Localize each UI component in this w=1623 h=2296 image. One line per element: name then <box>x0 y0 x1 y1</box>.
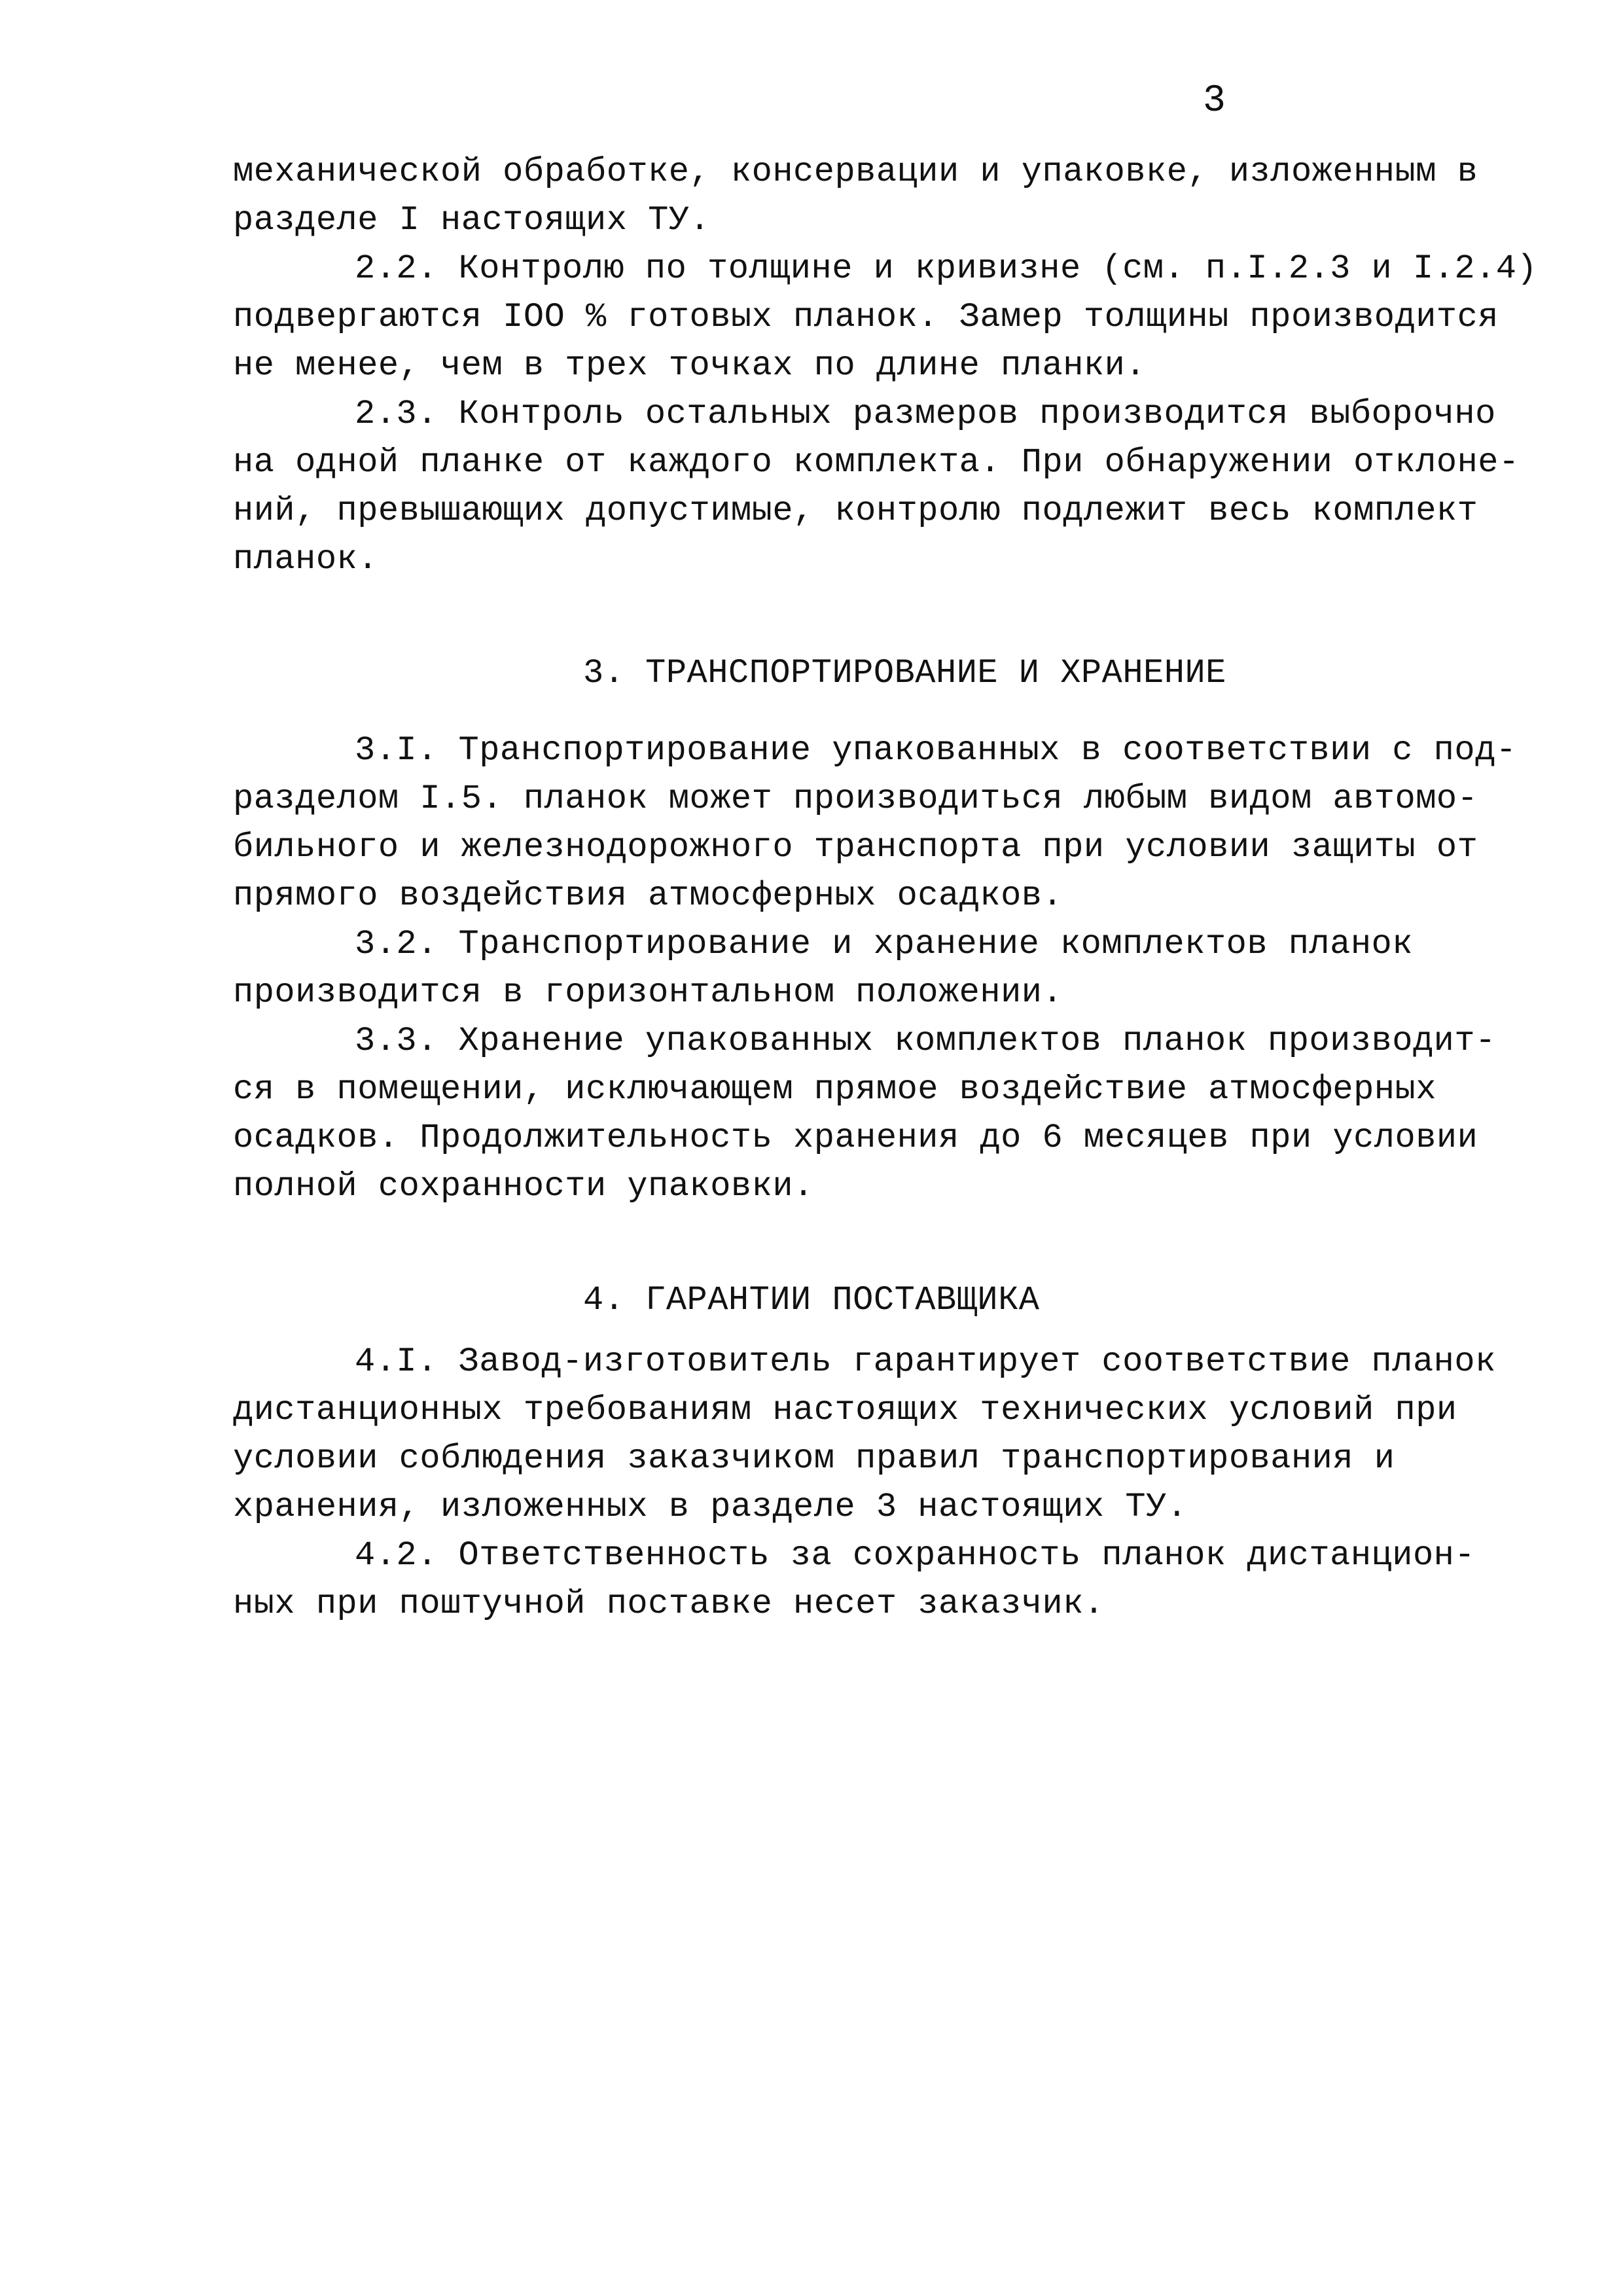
section-4 <box>233 1276 1496 1628</box>
text-line: условии соблюдения заказчиком правил транспортирования и <box>233 1439 1395 1478</box>
page-number: 3 <box>1203 80 1226 122</box>
text-line: полной сохранности упаковки. <box>233 1167 814 1206</box>
text-line: хранения, изложенных в разделе 3 настоящих ТУ. <box>233 1488 1188 1526</box>
text-line: механической обработке, консервации и упаковке, изложенным в <box>233 152 1478 191</box>
paragraph-2-2-start: 2.2. Контролю по толщине и кривизне (см. п.I.2.3 и I.2.4) <box>355 249 1538 288</box>
paragraph-3-2-start: 3.2. Транспортирование и хранение комплектов планок <box>355 925 1413 963</box>
paragraph-4-2-start: 4.2. Ответственность за сохранность планок дистанцион- <box>355 1536 1476 1575</box>
paragraph-3-3-start: 3.3. Хранение упакованных комплектов планок производит- <box>355 1022 1496 1060</box>
text-line: не менее, чем в трех точках по длине планки. <box>233 346 1147 385</box>
paragraph-2-3-start: 2.3. Контроль остальных размеров производится выборочно <box>355 395 1496 433</box>
section-3 <box>233 649 1517 1211</box>
text-line: дистанционных требованиям настоящих технических условий при <box>233 1391 1457 1429</box>
text-line: ся в помещении, исключающем прямое воздействие атмосферных <box>233 1070 1436 1109</box>
text-line: бильного и железнодорожного транспорта при условии защиты от <box>233 828 1478 867</box>
text-line: планок. <box>233 540 378 579</box>
text-line: прямого воздействия атмосферных осадков. <box>233 876 1063 915</box>
paragraph-3-1-start: 3.I. Транспортирование упакованных в соответствии с под- <box>355 731 1517 770</box>
section-2-continuation <box>233 148 1538 584</box>
paragraph-4-1-start: 4.I. Завод-изготовитель гарантирует соответствие планок <box>355 1342 1496 1381</box>
text-line: на одной планке от каждого комплекта. При обнаружении отклоне- <box>233 443 1520 482</box>
text-line: ных при поштучной поставке несет заказчик. <box>233 1585 1105 1623</box>
text-line: подвергаются IOO % готовых планок. Замер толщины производится <box>233 298 1499 336</box>
section-3-heading: 3. ТРАНСПОРТИРОВАНИЕ И ХРАНЕНИЕ <box>583 654 1226 692</box>
text-line: разделом I.5. планок может производиться любым видом автомо- <box>233 780 1478 818</box>
text-line: осадков. Продолжительность хранения до 6 месяцев при условии <box>233 1119 1478 1157</box>
document-body <box>233 148 1538 1628</box>
text-line: разделе I настоящих ТУ. <box>233 201 711 240</box>
section-4-heading: 4. ГАРАНТИИ ПОСТАВЩИКА <box>583 1281 1040 1319</box>
text-line: производится в горизонтальном положении. <box>233 973 1063 1012</box>
text-line: ний, превышающих допустимые, контролю подлежит весь комплект <box>233 492 1478 530</box>
